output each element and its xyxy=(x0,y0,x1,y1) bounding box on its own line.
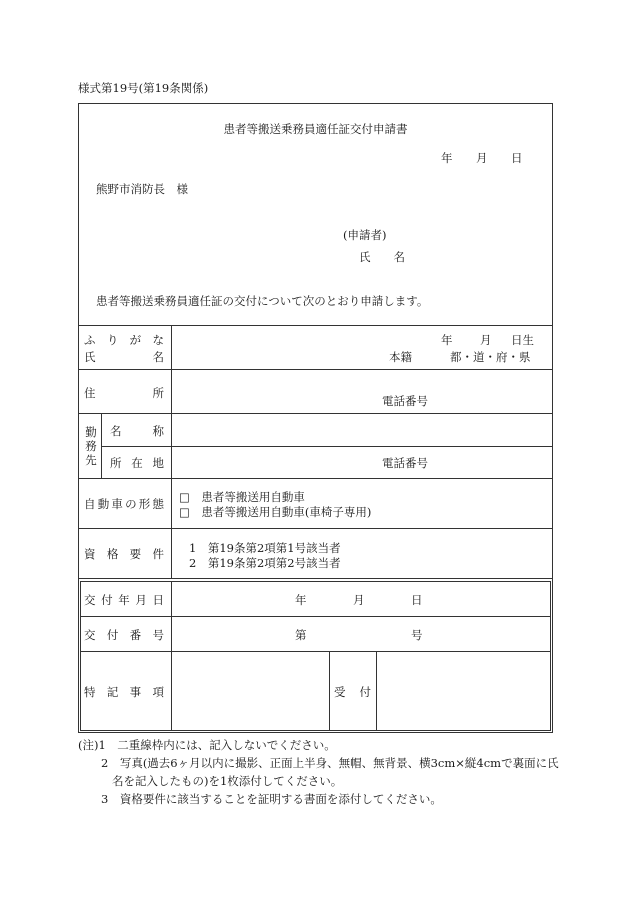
date-year: 年 xyxy=(441,151,453,165)
issue-number-prefix: 第 xyxy=(295,628,307,642)
form-number: 様式第19号(第19条関係) xyxy=(78,81,209,95)
workplace-phone-label: 電話番号 xyxy=(382,456,428,470)
vehicle-label: 自 動 車 の 形 態 xyxy=(84,497,164,511)
birth-day: 日生 xyxy=(511,333,534,347)
addressee: 熊野市消防長 様 xyxy=(96,182,188,196)
qualification-label: 資 格 要 件 xyxy=(84,547,164,561)
note-3: 3 資格要件に該当することを証明する書面を添付してください。 xyxy=(101,792,442,806)
furigana-label: ふ り が な xyxy=(84,333,164,347)
issue-date-month: 月 xyxy=(353,593,365,607)
issue-number-label: 交 付 番 号 xyxy=(84,628,164,642)
workplace-label: 勤務先 xyxy=(85,425,97,467)
remarks-label: 特 記 事 項 xyxy=(84,685,164,699)
date-month: 月 xyxy=(476,151,488,165)
issue-date-label: 交 付 年 月 日 xyxy=(84,593,164,607)
issue-number-suffix: 号 xyxy=(411,628,423,642)
issue-date-day: 日 xyxy=(411,593,423,607)
workplace-name-label: 名 称 xyxy=(110,424,164,438)
vehicle-option-wheelchair[interactable]: □ 患者等搬送用自動車(車椅子専用) xyxy=(179,505,372,519)
vehicle-option-standard[interactable]: □ 患者等搬送用自動車 xyxy=(179,490,305,504)
note-1: (注)1 二重線枠内には、記入しないでください。 xyxy=(78,738,336,752)
address-phone-label: 電話番号 xyxy=(382,394,428,408)
birth-year: 年 xyxy=(441,333,453,347)
note-2: 2 写真(過去6ヶ月以内に撮影、正面上半身、無帽、無背景、横3cm×縦4cmで裏面に氏 xyxy=(101,756,559,770)
request-text: 患者等搬送乗務員適任証の交付について次のとおり申請します。 xyxy=(96,294,429,308)
qualification-item-2: 2 第19条第2項第2号該当者 xyxy=(189,556,341,570)
birth-month: 月 xyxy=(480,333,492,347)
name-label: 氏 名 xyxy=(84,350,164,364)
address-label: 住 所 xyxy=(84,386,164,400)
note-2-continued: 名を記入したもの)を1枚添付してください。 xyxy=(112,774,343,788)
form-title: 患者等搬送乗務員適任証交付申請書 xyxy=(223,122,408,136)
workplace-location-label: 所 在 地 xyxy=(110,456,164,470)
reception-label: 受 付 xyxy=(334,685,371,699)
date-day: 日 xyxy=(511,151,523,165)
honseki-label: 本籍 xyxy=(389,350,412,364)
qualification-item-1: 1 第19条第2項第1号該当者 xyxy=(189,541,341,555)
applicant-name-label: 氏 名 xyxy=(359,250,405,264)
issue-date-year: 年 xyxy=(295,593,307,607)
applicant-label: (申請者) xyxy=(343,228,387,242)
prefecture-label: 都・道・府・県 xyxy=(450,350,531,364)
